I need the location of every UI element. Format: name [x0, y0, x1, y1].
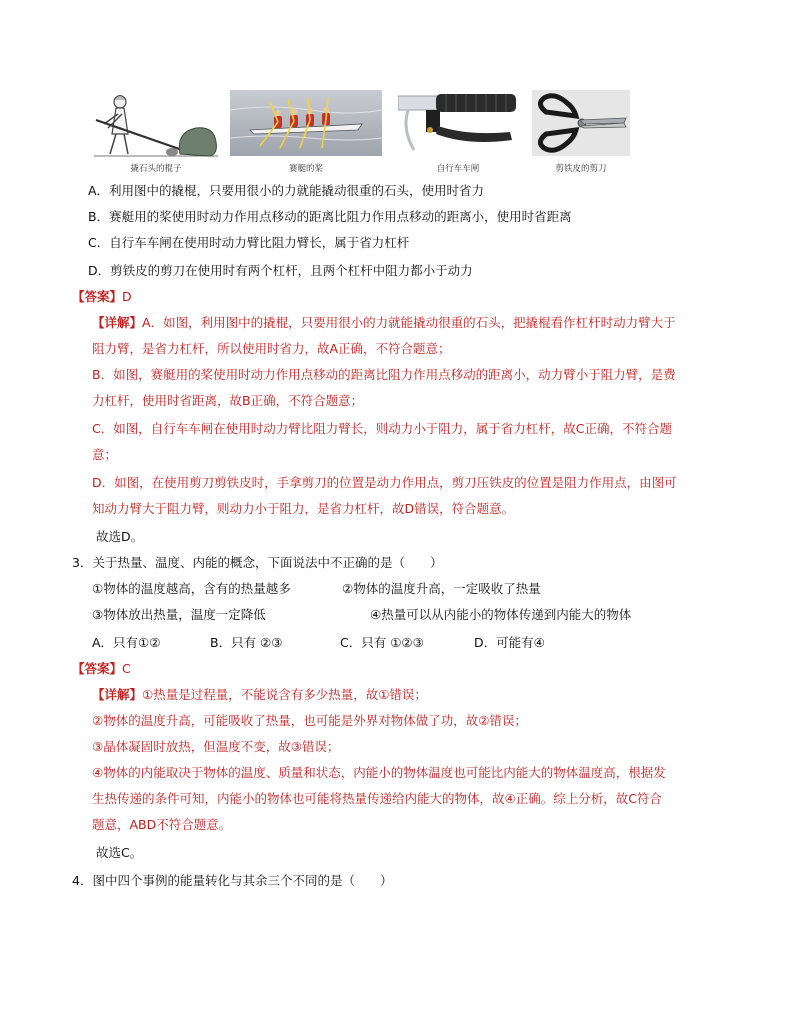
q3-detail-line: ②物体的温度升高，可能吸收了热量，也可能是外界对物体做了功，故②错误； [92, 713, 527, 728]
figure-caption: 剪铁皮的剪刀 [555, 164, 607, 174]
figure-caption: 自行车车闸 [436, 164, 480, 174]
rowing-boat-photo [230, 90, 382, 156]
q2-detail-line: D．如图，在使用剪刀剪铁皮时，手拿剪刀的位置是动力作用点，剪刀压铁皮的位置是阻力作用点，由图可 [92, 475, 677, 490]
q2-answer [72, 288, 132, 306]
q2-detail-line: C．如图，自行车车闸在使用时动力臂比阻力臂长，则动力小于阻力，属于省力杠杆，故C正确，不符合题 [92, 421, 672, 436]
q3-choice-a: A．只有①② [92, 635, 161, 650]
q2-option-c: C．自行车车闸在使用时动力臂比阻力臂长，属于省力杠杆 [88, 235, 410, 250]
q2-detail-line: 阻力臂，是省力杠杆，所以使用时省力，故A正确，不符合题意； [92, 341, 451, 356]
q3-choice-b: B．只有 ②③ [210, 635, 283, 650]
q3-choice-c: C．只有 ①②③ [340, 635, 424, 650]
detail-tag: 【详解】 [92, 687, 143, 702]
q3-answer [72, 660, 131, 678]
q3-conclusion: 故选C。 [96, 845, 143, 860]
q3-choice-d: D．可能有④ [474, 635, 545, 650]
q4-stem: 4．图中四个事例的能量转化与其余三个不同的是（ ） [72, 873, 393, 888]
q3-detail-line: ③晶体凝固时放热，但温度不变，故③错误； [92, 739, 340, 754]
q2-detail-line: 知动力臂大于阻力臂，则动力小于阻力，是省力杠杆，故D错误，符合题意。 [92, 501, 515, 516]
q3-statement: ④热量可以从内能小的物体传递到内能大的物体 [370, 607, 632, 622]
q3-stem: 3．关于热量、温度、内能的概念，下面说法中不正确的是（ ） [72, 555, 443, 570]
q3-detail-line: ④物体的内能取决于物体的温度、质量和状态，内能小的物体温度也可能比内能大的物体温度高，根据发 [92, 765, 666, 780]
q3-detail-line: 生热传递的条件可知，内能小的物体也可能将热量传递给内能大的物体，故④正确。综上分析，故C符合 [92, 791, 662, 806]
q3-statement: ②物体的温度升高，一定吸收了热量 [342, 581, 541, 596]
answer-value: D [122, 289, 132, 304]
detail-tag: 【详解】 [92, 315, 143, 330]
q3-statement: ①物体的温度越高，含有的热量越多 [92, 581, 291, 596]
tin-snips-photo [532, 90, 630, 156]
q3-detail-line: 题意，ABD不符合题意。 [92, 817, 232, 832]
q2-detail-line: 力杠杆，使用时省距离，故B正确，不符合题意； [92, 393, 364, 408]
q2-conclusion: 故选D。 [96, 529, 144, 544]
q2-detail-line: B．如图，赛艇用的桨使用时动力作用点移动的距离比阻力作用点移动的距离小，动力臂小于阻力臂，是费 [92, 367, 676, 382]
figure-caption: 赛艇的桨 [288, 164, 323, 174]
q2-option-a: A．利用图中的撬棍，只要用很小的力就能撬动很重的石头，使用时省力 [88, 183, 485, 198]
figure-caption: 撬石头的棍子 [130, 164, 182, 174]
detail-text: ①热量是过程量，不能说含有多少热量，故①错误； [142, 687, 427, 702]
q2-option-b: B．赛艇用的桨使用时动力作用点移动的距离比阻力作用点移动的距离小，使用时省距离 [88, 209, 572, 224]
answer-tag: 【答案】 [72, 289, 123, 304]
q2-detail-line [92, 314, 676, 332]
detail-text: A．如图，利用图中的撬棍，只要用很小的力就能撬动很重的石头，把撬棍看作杠杆时动力臂大于 [142, 315, 676, 330]
q3-statement: ③物体放出热量，温度一定降低 [92, 607, 266, 622]
crowbar-illustration [92, 90, 220, 160]
answer-tag: 【答案】 [72, 661, 123, 676]
q3-detail-line [92, 686, 427, 704]
q2-option-d: D．剪铁皮的剪刀在使用时有两个杠杆，且两个杠杆中阻力都小于动力 [88, 263, 473, 278]
q2-detail-line: 意； [92, 447, 118, 462]
bike-brake-photo [398, 90, 518, 156]
answer-value: C [122, 661, 131, 676]
